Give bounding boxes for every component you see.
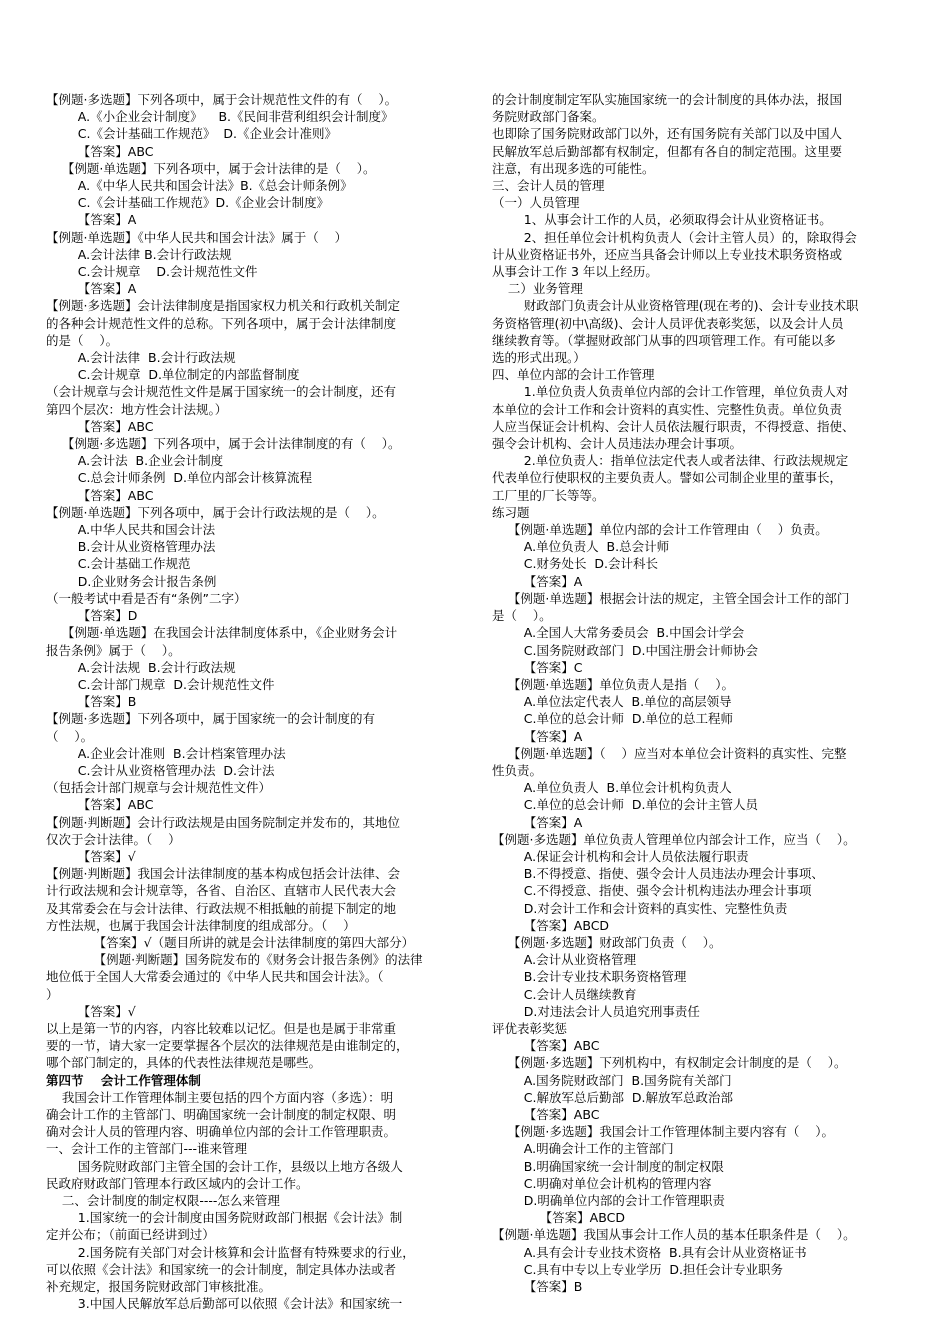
- text-line: （一）人员管理: [492, 195, 580, 211]
- text-line: （一般考试中看是否有“条例”二字）: [46, 590, 247, 606]
- text-line: C.具有中专以上专业学历 D.担任会计专业职务: [492, 1261, 784, 1277]
- text-line: A.中华人民共和国会计法: [46, 522, 216, 538]
- text-line: 【答案】√（题目所讲的就是会计法律制度的第四大部分）: [46, 934, 415, 950]
- text-line: 3.中国人民解放军总后勤部可以依照《会计法》和国家统一: [46, 1296, 403, 1312]
- left-column: [46, 91, 460, 1312]
- text-line: 【答案】ABC: [46, 797, 154, 813]
- text-line: C.明确对单位会计机构的管理内容: [492, 1175, 712, 1191]
- text-line: 【答案】A: [492, 573, 583, 589]
- text-line: 【答案】B: [46, 694, 137, 710]
- text-line: C.不得授意、指使、强令会计机构违法办理会计事项: [492, 883, 812, 899]
- text-line: D.明确单位内部的会计工作管理职责: [492, 1193, 725, 1208]
- text-line: A.《小企业会计制度》 B.《民间非营利组织会计制度》: [46, 109, 394, 125]
- text-line: 民解放军总后勤部都有权制定，但都有各自的制定范围。这里要: [492, 143, 843, 159]
- text-line: A.会计法 B.企业会计制度: [46, 453, 224, 469]
- text-line: 确对会计人员的管理内容、明确单位内部的会计工作管理职责。: [46, 1124, 397, 1140]
- text-line: 【例题·多选题】下列各项中，属于国家统一的会计制度的有: [46, 711, 375, 727]
- text-line: C.会计部门规章 D.会计规范性文件: [46, 676, 275, 692]
- text-line: 【例题·单选题】在我国会计法律制度体系中，《企业财务会计: [46, 625, 398, 641]
- text-line: 【例题·判断题】国务院发布的《财务会计报告条例》的法律: [46, 952, 423, 968]
- text-line: 【例题·单选题】下列各项中，属于会计法律的是（ ）。: [46, 160, 376, 176]
- text-line: （ ）。: [46, 728, 94, 744]
- text-line: 代表单位行使职权的主要负责人。譬如公司制企业里的董事长，: [492, 470, 843, 486]
- text-line: A.会计法律 B.会计行政法规: [46, 246, 232, 262]
- text-line: A.具有会计专业技术资格 B.具有会计从业资格证书: [492, 1244, 807, 1260]
- text-line: 【答案】ABCD: [492, 1210, 625, 1226]
- text-line: 2.国务院有关部门对会计核算和会计监督有特殊要求的行业，: [46, 1244, 415, 1260]
- text-line: 的是（ ）。: [46, 332, 119, 348]
- text-line: 一、会计工作的主管部门---谁来管理: [46, 1141, 248, 1157]
- text-line: 二、会计制度的制定权限----怎么来管理: [46, 1193, 280, 1208]
- text-line: 【答案】B: [492, 1279, 583, 1295]
- text-line: A.国务院财政部门 B.国务院有关部门: [492, 1072, 732, 1088]
- text-line: D.企业财务会计报告条例: [46, 573, 217, 589]
- text-line: 【答案】C: [492, 659, 583, 675]
- text-line: 2、担任单位会计机构负责人（会计主管人员）的，除取得会: [492, 229, 857, 245]
- text-line: 2.单位负责人：指单位法定代表人或者法律、行政法规规定: [492, 453, 849, 469]
- text-line: C.国务院财政部门 D.中国注册会计师协会: [492, 642, 759, 658]
- text-line: 【例题·单选题】我国从事会计工作人员的基本任职条件是（ ）。: [492, 1227, 856, 1243]
- text-line: 【例题·多选题】下列机构中，有权制定会计制度的是（ ）。: [492, 1055, 847, 1071]
- text-line: 【答案】√: [46, 1003, 136, 1019]
- text-line: 【答案】ABC: [492, 1106, 600, 1122]
- text-line: 强令会计机构、会计人员违法办理会计事项。: [492, 436, 743, 452]
- text-line: 继续教育等。（掌握财政部门从事的四项管理工作。有可能以多: [492, 332, 836, 348]
- text-line: 定并公布；（前面已经讲到过）: [46, 1227, 215, 1243]
- text-line: C.单位的总会计师 D.单位的会计主管人员: [492, 797, 759, 813]
- text-line: A.会计法规 B.会计行政法规: [46, 659, 236, 675]
- text-line: 1.国家统一的会计制度由国务院财政部门根据《会计法》制: [46, 1210, 403, 1226]
- text-line: 【答案】ABC: [46, 143, 154, 159]
- text-line: 人应当保证会计机构、会计人员依法履行职责，不得授意、指使、: [492, 418, 855, 434]
- text-line: A.会计从业资格管理: [492, 952, 637, 968]
- text-line: 【例题·多选题】下列各项中，属于会计规范性文件的有（ ）。: [46, 92, 398, 107]
- text-line: 【例题·单选题】根据会计法的规定，主管全国会计工作的部门: [492, 590, 850, 606]
- text-line: 要的一节，请大家一定要掌握各个层次的法律规范是由谁制定的，: [46, 1038, 409, 1054]
- text-line: B.会计专业技术职务资格管理: [492, 969, 687, 985]
- text-line: 【例题·单选题】单位负责人是指（ ）。: [492, 676, 735, 692]
- text-line: 也即除了国务院财政部门以外，还有国务院有关部门以及中国人: [492, 126, 843, 142]
- text-line: 【例题·单选题】《中华人民共和国会计法》属于（ ）: [46, 229, 348, 245]
- text-line: 【答案】ABC: [46, 418, 154, 434]
- text-line: D.对会计工作和会计资料的真实性、完整性负责: [492, 900, 788, 916]
- text-line: 【例题·多选题】我国会计工作管理体制主要内容有（ ）。: [492, 1124, 835, 1140]
- text-line: C.《会计基础工作规范》D.《企业会计制度》: [46, 195, 330, 211]
- text-line: 本单位的会计工作和会计资料的真实性、完整性负责。单位负责: [492, 401, 843, 417]
- text-line: （包括会计部门规章与会计规范性文件）: [46, 780, 272, 796]
- text-line: C.会计规章 D.单位制定的内部监督制度: [46, 367, 300, 383]
- text-line: A.单位负责人 B.总会计师: [492, 539, 670, 555]
- text-line: 1.单位负责人负责单位内部的会计工作管理，单位负责人对: [492, 384, 849, 400]
- text-line: 务院财政部门备案。: [492, 109, 605, 125]
- text-line: A.保证会计机构和会计人员依法履行职责: [492, 848, 749, 864]
- text-line: A.企业会计准则 B.会计档案管理办法: [46, 745, 286, 761]
- text-line: A.单位负责人 B.单位会计机构负责人: [492, 780, 732, 796]
- text-line: 三、会计人员的管理: [492, 178, 605, 194]
- text-line: 计行政法规和会计规章等，各省、自治区、直辖市人民代表大会: [46, 883, 397, 899]
- text-line: 民政府财政部门管理本行政区域内的会计工作。: [46, 1175, 309, 1191]
- text-line: 【答案】ABCD: [492, 917, 610, 933]
- text-line: 的会计制度制定军队实施国家统一的会计制度的具体办法，报国: [492, 92, 843, 107]
- text-line: 评优表彰奖惩: [492, 1020, 568, 1036]
- text-line: 哪个部门制定的，具体的代表性法律规范是哪些。: [46, 1055, 322, 1071]
- text-line: 以上是第一节的内容，内容比较难以记忆。但是也是属于非常重: [46, 1020, 397, 1036]
- text-line: 财政部门负责会计从业资格管理(现在考的)、会计专业技术职: [492, 298, 859, 314]
- text-line: 国务院财政部门主管全国的会计工作，县级以上地方各级人: [46, 1158, 403, 1174]
- text-line: 【答案】√: [46, 848, 136, 864]
- text-line: C.会计规章 D.会计规范性文件: [46, 264, 258, 280]
- text-line: B.会计从业资格管理办法: [46, 539, 216, 555]
- text-line: 【答案】D: [46, 608, 138, 624]
- text-line: C.会计人员继续教育: [492, 986, 637, 1002]
- text-line: 【例题·单选题】下列各项中，属于会计行政法规的是（ ）。: [46, 504, 385, 520]
- text-line: 选的形式出现。）: [492, 350, 586, 366]
- text-line: A.《中华人民共和国会计法》B.《总会计师条例》: [46, 178, 353, 194]
- text-line: 仅次于会计法律。（ ）: [46, 831, 181, 847]
- text-line: 注意，有出现多选的可能性。: [492, 160, 655, 176]
- text-line: C.会计从业资格管理办法 D.会计法: [46, 762, 275, 778]
- text-line: A.会计法律 B.会计行政法规: [46, 350, 236, 366]
- text-line: 【答案】A: [46, 281, 137, 297]
- text-line: 确会计工作的主管部门、明确国家统一会计制度的制定权限、明: [46, 1106, 397, 1122]
- text-line: 性负责。: [492, 762, 543, 778]
- text-line: 报告条例》属于（ ）。: [46, 642, 181, 658]
- text-line: 地位低于全国人大常委会通过的《中华人民共和国会计法》。（: [46, 969, 384, 985]
- text-line: 补充规定，报国务院财政部门审核批准。: [46, 1279, 272, 1295]
- text-line: 计从业资格证书外，还应当具备会计师以上专业技术职务资格或: [492, 246, 843, 262]
- text-line: C.总会计师条例 D.单位内部会计核算流程: [46, 470, 313, 486]
- text-line: 的各种会计规范性文件的总称。下列各项中，属于会计法律制度: [46, 315, 397, 331]
- text-line: C.会计基础工作规范: [46, 556, 191, 572]
- text-line: 我国会计工作管理体制主要包括的四个方面内容（多选）：明: [46, 1089, 394, 1105]
- text-line: （会计规章与会计规范性文件是属于国家统一的会计制度，还有: [46, 384, 397, 400]
- text-line: 【答案】ABC: [492, 1038, 600, 1054]
- text-line: 【例题·多选题】会计法律制度是指国家权力机关和行政机关制定: [46, 298, 400, 314]
- text-line: C.《会计基础工作规范》 D.《企业会计准则》: [46, 126, 338, 142]
- text-line: 二）业务管理: [492, 281, 583, 297]
- text-line: 从事会计工作 3 年以上经历。: [492, 264, 658, 280]
- right-column: [492, 91, 912, 1295]
- text-line: 【答案】ABC: [46, 487, 154, 503]
- text-line: C.单位的总会计师 D.单位的总工程师: [492, 711, 734, 727]
- text-line: 【答案】A: [46, 212, 137, 228]
- text-line: 1、从事会计工作的人员，必须取得会计从业资格证书。: [492, 212, 832, 228]
- text-line: 是（ ）。: [492, 608, 552, 624]
- text-line: 方性法规，也属于我国会计法律制度的组成部分。（ ）: [46, 917, 356, 933]
- text-line: 【例题·单选题】（ ）应当对本单位会计资料的真实性、完整: [492, 745, 847, 761]
- text-line: 【例题·多选题】财政部门负责（ ）。: [492, 934, 722, 950]
- text-line: A.明确会计工作的主管部门: [492, 1141, 674, 1157]
- text-line: 四、单位内部的会计工作管理: [492, 367, 655, 383]
- text-line: 【例题·多选题】单位负责人管理单位内部会计工作，应当（ ）。: [492, 831, 856, 847]
- text-line: A.单位法定代表人 B.单位的高层领导: [492, 694, 732, 710]
- text-line: 第四个层次：地方性会计法规。）: [46, 401, 228, 417]
- text-line: 【例题·判断题】会计行政法规是由国务院制定并发布的，其地位: [46, 814, 400, 830]
- text-line: 务资格管理(初中\高级)、会计人员评优表彰奖惩，以及会计人员: [492, 315, 844, 331]
- text-line: A.全国人大常务委员会 B.中国会计学会: [492, 625, 745, 641]
- text-line: B.明确国家统一会计制度的制定权限: [492, 1158, 724, 1174]
- text-line: 【例题·多选题】下列各项中，属于会计法律制度的有（ ）。: [46, 436, 401, 452]
- text-line: D.对违法会计人员追究刑事责任: [492, 1003, 700, 1019]
- text-line: 【答案】A: [492, 814, 583, 830]
- text-line: 工厂里的厂长等等。: [492, 487, 605, 503]
- text-line: 【答案】A: [492, 728, 583, 744]
- text-line: C.财务处长 D.会计科长: [492, 556, 659, 572]
- section-heading: 第四节 会计工作管理体制: [46, 1072, 201, 1088]
- text-line: 练习题: [492, 504, 530, 520]
- text-line: 【例题·判断题】我国会计法律制度的基本构成包括会计法律、会: [46, 866, 400, 882]
- text-line: 可以依照《会计法》和国家统一的会计制度，制定具体办法或者: [46, 1261, 397, 1277]
- text-line: ）: [46, 986, 59, 1002]
- text-line: B.不得授意、指使、强令会计人员违法办理会计事项、: [492, 866, 824, 882]
- text-line: C.解放军总后勤部 D.解放军总政治部: [492, 1089, 734, 1105]
- text-line: 及其常委会在与会计法律、行政法规不相抵触的前提下制定的地: [46, 900, 397, 916]
- text-line: 【例题·单选题】单位内部的会计工作管理由（ ）负责。: [492, 522, 828, 538]
